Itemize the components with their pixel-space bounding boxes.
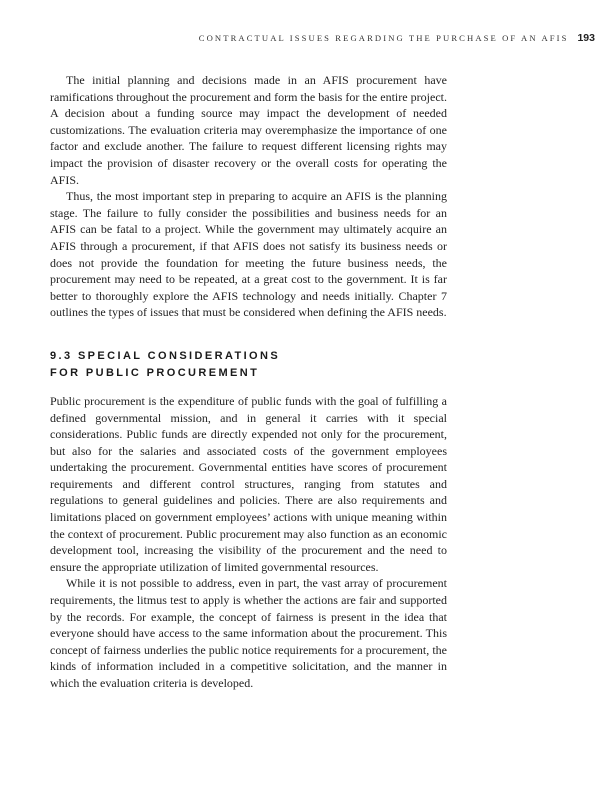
section-heading-line-2: FOR PUBLIC PROCUREMENT [50, 366, 260, 379]
page-number: 193 [577, 32, 595, 44]
paragraph-public-procurement: Public procurement is the expenditure of public funds with the goal of fulfilling a defined governmental mission, and in general it carries with it special considerations. Public funds are directly expended not only for the procurement, but also for the salaries and associated costs of the government employees undertaking the procurement. Governmental entities have scores of procurement requirements and different control structures, ranging from statutes and regulations to general guidelines and policies. There are also requirements and limitations placed on government employees’ actions with unique meaning within the context of procurement. Public procurement may also function as an economic development tool, increasing the visibility of the procurement and the need to ensure the appropriate utilization of limited governmental resources. [50, 393, 447, 574]
section-heading [50, 348, 447, 382]
section-heading-line-1: 9.3 SPECIAL CONSIDERATIONS [50, 349, 281, 362]
paragraph-fairness: While it is not possible to address, even in part, the vast array of procurement requirements, the litmus test to apply is whether the actions are fair and supported by the records. For example, the concept of fairness is present in the idea that everyone should have access to the same information about the procurement. This concept of fairness underlies the public notice requirements for a procurement, the kinds of information included in a competitive solicitation, and the manner in which the evaluation criteria is developed. [50, 576, 447, 690]
paragraph-planning-ramifications: The initial planning and decisions made in an AFIS procurement have ramifications throughout the procurement and form the basis for the entire project. A decision about a funding source may impact the development of needed customizations. The evaluation criteria may overemphasize the importance of one factor and exclude another. The failure to request different licensing rights may impact the provision of disaster recovery or the overall costs for operating the AFIS. [50, 73, 447, 187]
running-head-title: CONTRACTUAL ISSUES REGARDING THE PURCHASE OF AN AFIS [198, 33, 569, 43]
body-text [50, 72, 447, 692]
paragraph-planning-stage: Thus, the most important step in preparing to acquire an AFIS is the planning stage. The failure to fully consider the possibilities and business needs for an AFIS can be fatal to a project. While the government may ultimately acquire an AFIS through a procurement, if that AFIS does not satisfy its business needs or does not provide the foundation for meeting the future business needs, the procurement may need to be repeated, at a great cost to the government. It is far better to thoroughly explore the AFIS technology and needs initially. Chapter 7 outlines the types of issues that must be considered when defining the AFIS needs. [50, 189, 447, 320]
running-head [150, 28, 595, 46]
